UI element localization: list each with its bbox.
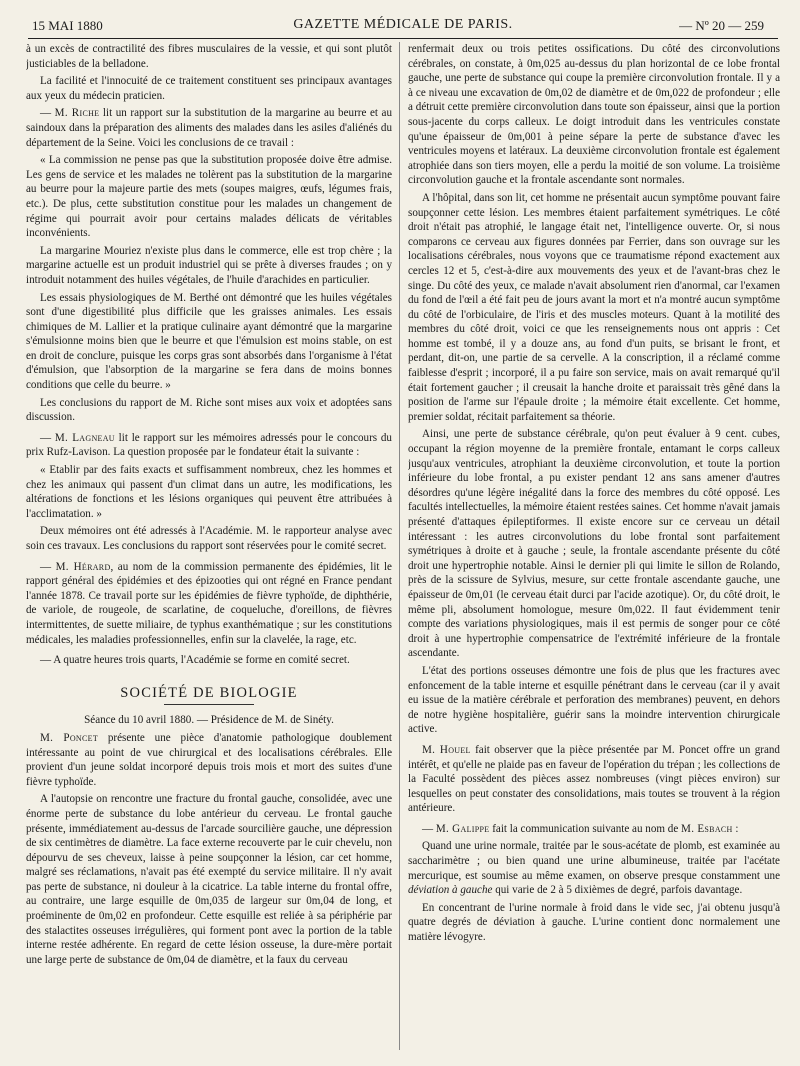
paragraph: La facilité et l'innocuité de ce traitement constituent ses principaux avantages aux yeux du médecin praticien. — [26, 75, 392, 102]
speaker-name: M. Galippe — [435, 822, 490, 835]
paragraph — [26, 291, 392, 393]
section-title: SOCIÉTÉ DE BIOLOGIE — [120, 684, 298, 701]
column-divider — [399, 42, 400, 1050]
paragraph: A l'hôpital, dans son lit, cet homme ne présentait aucun symptôme pouvant faire soupçonner cette lésion. Les membres étaient parfaitement symétriques. Le côté droit n'était pas atrophié, le langage était net, l'intelligence ouverte. Or, si nous comparons ce cerveau aux figures données par Ferrier, dans son ouvrage sur les localisations cérébrales, nous voyons que ce traumatisme répond exactement aux cercles 12 et 5, c'est-à-dire aux mouvements des yeux et de l'avant-bras chez le singe. Du côté des yeux, ce malade n'avait absolument rien d'anormal, car l'examen du fond de l'œil a été fait peu de jours avant la mort et n'a montré aucun symptôme du côté de l'orbiculaire, de l'iris et des muscles moteurs. Quant à la motilité des membres du côté droit, voici ce que les renseignements nous ont appris : Cet homme est tombé, il y a douze ans, au fond d'un puits, se brisant le front, et perdant, dit-on, une partie de sa cervelle. A la conscription, il a réclamé comme faiblesse d'esprit ; incorporé, il a pu faire son service, mais on avait remarqué qu'il était fortement gaucher ; il creusait la hanche droite et paraissait très gêné dans la position de l'arme sur l'épaule droite ; la mémoire était excellente. Cet homme, premier soldat, récitait parfaitement sa théorie. — [408, 191, 780, 423]
speaker-name: M. Houel — [422, 743, 471, 756]
person-name: M. Esbach — [681, 822, 733, 835]
paragraph: renfermait deux ou trois petites ossifications. Du côté des circonvolutions cérébrales, on constate, à 0m,025 au-dessus du plan horizontal de ce lobe frontal gauche, une perte de substance qui coupe la première circonvolution frontale. Il y a à ce niveau une excavation de 0m,02 de diamètre et de 0m,022 de profondeur ; elle a détruit cette première circonvolution dans toute son épaisseur, ainsi que la portion sous-jacente du corps calleux. Le doigt introduit dans les ventricules constate qu'une épaisseur de 0m,001 à peine sépare la perte de substance d'avec les ventricules moyens et latéraux. La deuxième circonvolution frontale est également atrophiée dans son tiers moyen, elle a perdu la moitié de son volume. La troisième circonvolution gauche et la frontale ascendante sont normales. — [408, 43, 780, 187]
paragraph-text: , au nom de la commission permanente des épidémies, lit le rapport général des épidémies et des épizooties qui ont régné en France pendant l'année 1878. Ce travail porte sur les épidémies de fièvre typhoïde, de diphthérie, de variole, de rougeole, de scarlatine, de coqueluche, d'oreillons, de fièvres intermittentes, de suette miliaire, de typhus exanthématique ; sur les constitutions médicales, les maladies professionnelles, enfin sur la clavelée, la rage, etc. — [26, 560, 392, 646]
paragraph: En concentrant de l'urine normale à froid dans le vide sec, j'ai obtenu jusqu'à quatre degrés de déviation à gauche. L'urine contient donc normalement une matière lévogyre. — [408, 901, 780, 944]
paragraph: L'état des portions osseuses démontre une fois de plus que les fractures avec enfoncement de la table interne et esquille pénétrant dans le cerveau (car il y avait eu issue de la matière cérébrale et perforation des membranes) peuvent, en dehors de notre hygiène hospitalière, guérir sans la moindre intervention chirurgicale active. — [408, 664, 780, 736]
paragraph-text: ont démontré que les huiles végétales sont d'une digestibilité plus difficile que les graisses animales. Les essais chimiques de M. Lallier et la pratique culinaire ayant démontré que la margarine s'émulsionne moins bien que le beurre et que l'émulsion est moins stable, on est en droit de conclure, puisque les corps gras sont absorbés dans l'organisme à l'état d'émulsion, que l'absorption de la margarine se fera dans de moins bonnes conditions que celle du beurre. » — [26, 291, 392, 392]
paragraph: à un excès de contractilité des fibres musculaires de la vessie, et qui sont plutôt justiciables de la belladone. — [26, 43, 392, 70]
paragraph — [408, 743, 780, 816]
paragraph-text: présente une pièce d'anatomie pathologique doublement intéressante au point de vue chirurgical et des localisations cérébrales. Elle provient d'un jeune soldat incorporé depuis trois mois et mort des suites d'une fièvre typhoïde. — [26, 731, 392, 788]
paragraph-text: : — [732, 822, 739, 835]
paragraph: — M. Lagneau lit le rapport sur les mémoires adressés pour le concours du prix Rufz-Lavison. La question proposée par le fondateur était la suivante : — [26, 431, 392, 459]
paragraph: — M. Riche lit un rapport sur la substitution de la margarine au beurre et au saindoux dans la préparation des aliments des malades dans les asiles d'aliénés du département de la Seine. Voici les conclusions de ce travail : — [26, 107, 392, 149]
paragraph: — A quatre heures trois quarts, l'Académie se forme en comité secret. — [40, 654, 350, 667]
speaker-name: M. Hérard — [55, 560, 111, 573]
paragraph: — M. Hérard, au nom de la commission permanente des épidémies, lit le rapport général des épidémies et des épizooties qui ont régné en France pendant l'année 1878. Ce travail porte sur les épidémies de fièvre typhoïde, de diphthérie, de variole, de rougeole, de scarlatine, de coqueluche, d'oreillons, de fièvres intermittentes, de suette miliaire, de typhus exanthématique ; sur les constitutions médicales, les maladies professionnelles, enfin sur la clavelée, la rage, etc. — [26, 560, 392, 646]
paragraph — [408, 839, 780, 897]
paragraph: Deux mémoires ont été adressés à l'Académie. M. le rapporteur analyse avec soin ces travaux. Les conclusions du rapport sont réservées pour le comité secret. — [26, 525, 392, 552]
session-line: Séance du 10 avril 1880. — Présidence de M. de Sinéty. — [84, 714, 334, 727]
journal-title: GAZETTE MÉDICALE DE PARIS. — [293, 17, 513, 32]
quote-paragraph: « La commission ne pense pas que la substitution proposée doive être admise. Les gens de service et les malades ne tolèrent pas la substitution de la margarine au beurre pour la majeure partie des mets (soupes maigres, œufs, légumes frais, etc.). De plus, cette substitution constitue pour les malades un changement de régime qui pourrait avoir pour certains malades délicats de véritables inconvénients. — [26, 154, 392, 240]
left-column — [26, 42, 392, 1050]
issue-page-number: — Nº 20 — 259 — [679, 18, 764, 33]
speaker-name: M. Poncet — [40, 731, 99, 744]
emphasis: déviation à gauche — [408, 884, 493, 897]
paragraph: Les conclusions du rapport de M. Riche sont mises aux voix et adoptées sans discussion. — [26, 396, 392, 424]
paragraph-text: qui varie de 2 à 5 dixièmes de degré, parfois davantage. — [492, 884, 743, 897]
paragraph: Ainsi, une perte de substance cérébrale, qu'on peut évaluer à 9 cent. cubes, occupant la région moyenne de la première frontale, entamant le corps calleux jusqu'aux ventricules, atrophiant la deuxième circonvolution, et toute la portion inférieure du lobe frontal, a pu exister pendant 12 ans sans amener d'autres désordres qu'une légère inégalité dans la force des membres du côté opposé. Les facultés intellectuelles, la mémoire étaient restées saines. Cet homme n'avait jamais présenté d'attaques épileptiformes. Il existe encore sur ce cerveau un détail intéressant : les autres circonvolutions du lobe frontal sont parfaitement symétriques à droite et à gauche ; seule, la frontale ascendante présente du côté droit une hypertrophie notable. Ainsi le dernier pli qui limite le sillon de Rolando, près de la scissure de Sylvius, mesure, sur cette frontale ascendante gauche, une épaisseur de 0m,01 (le cerveau était durci par l'acide azotique). Or, du côté droit, le même pli, absolument homologue, mesure 0m,022. Il faut évidemment tenir compte des variations physiologiques, mais il est permis de songer pour ce côté droit à une hypertrophie compensatrice de l'extrémité inférieure de la frontale ascendante. — [408, 428, 780, 660]
paragraph — [26, 731, 392, 789]
title-rule — [164, 704, 254, 705]
header-date: 15 MAI 1880 — [32, 18, 103, 33]
page-header — [28, 14, 778, 39]
paragraph: A l'autopsie on rencontre une fracture du frontal gauche, consolidée, avec une énorme perte de substance du lobe antérieur du cerveau. Le frontal gauche présente, immédiatement au-dessus de l'arcade sourcilière gauche, une dépression de six centimètres de diamètre. La face externe recouverte par le cuir chevelu, non dépourvu de ses cheveux, laisse à peine soupçonner la lésion, car cet homme, malgré ses réclamations, n'avait pas été exempté du service militaire. Il n'y avait pas perte de substance, ni douleur à la cicatrice. La table interne du frontal offre, au contraire, une large esquille de 0m,035 de largeur sur 0m,04 de long, et proéminente de 0m,02 en profondeur. Cette esquille est reliée à sa périphérie par des stalactites osseuses irrégulières, qui forment pont avec la portion de la table interne restée adhérente. En regard de cette lésion osseuse, la dure-mère portait une large perte de substance de 0m,04 de diamètre, et la faux du cerveau — [26, 793, 392, 966]
paragraph-text: lit le rapport sur les mémoires adressés pour le concours du prix Rufz-Lavison. La question proposée par le fondateur était la suivante : — [26, 431, 392, 459]
quote-paragraph: « Etablir par des faits exacts et suffisamment nombreux, chez les hommes et chez les animaux qui passent d'un climat dans un autre, les modifications, les altérations de fonctions et les lésions organiques qui peuvent être attribuées à l'acclimatation. » — [26, 464, 392, 520]
paragraph-text: Les essais physiologiques de — [40, 291, 174, 304]
paragraph-text: fait la communication suivante au nom de — [489, 822, 682, 835]
paragraph: — M. Galippe fait la communication suivante au nom de M. Esbach : — [422, 822, 739, 835]
paragraph-text: lit un rapport sur la substitution de la margarine au beurre et au saindoux dans la préparation des aliments des malades dans les asiles d'aliénés du département de la Seine. Voici les conclusions de ce travail : — [26, 107, 392, 149]
right-column — [408, 42, 780, 1050]
speaker-name: M. Riche — [54, 107, 100, 120]
paragraph-text: fait observer que la pièce présentée par M. Poncet offre un grand intérêt, et qu'elle ne plaide pas en faveur de l'opération du trépan ; les collections de la Faculté possèdent des pièces assez nombreuses (vingt pièces environ) sur lesquelles on peut constater des consolidations, mais toutes se trouvent à la région antérieure. — [408, 743, 780, 815]
paragraph: La margarine Mouriez n'existe plus dans le commerce, elle est trop chère ; la margarine actuelle est un produit industriel qui se prête à diverses fraudes ; on y introduit notamment des huiles végétales, de l'huile d'arachides en particulier. — [26, 244, 392, 286]
paragraph-text: Quand une urine normale, traitée par le sous-acétate de plomb, est examinée au saccharimètre ; ou bien quand une urine albumineuse, traitée par l'acétate mercurique, est soumise au même examen, on observe presque constamment une — [408, 840, 780, 882]
speaker-name: M. Lagneau — [54, 431, 115, 444]
person-name: M. Berthé — [173, 291, 220, 304]
